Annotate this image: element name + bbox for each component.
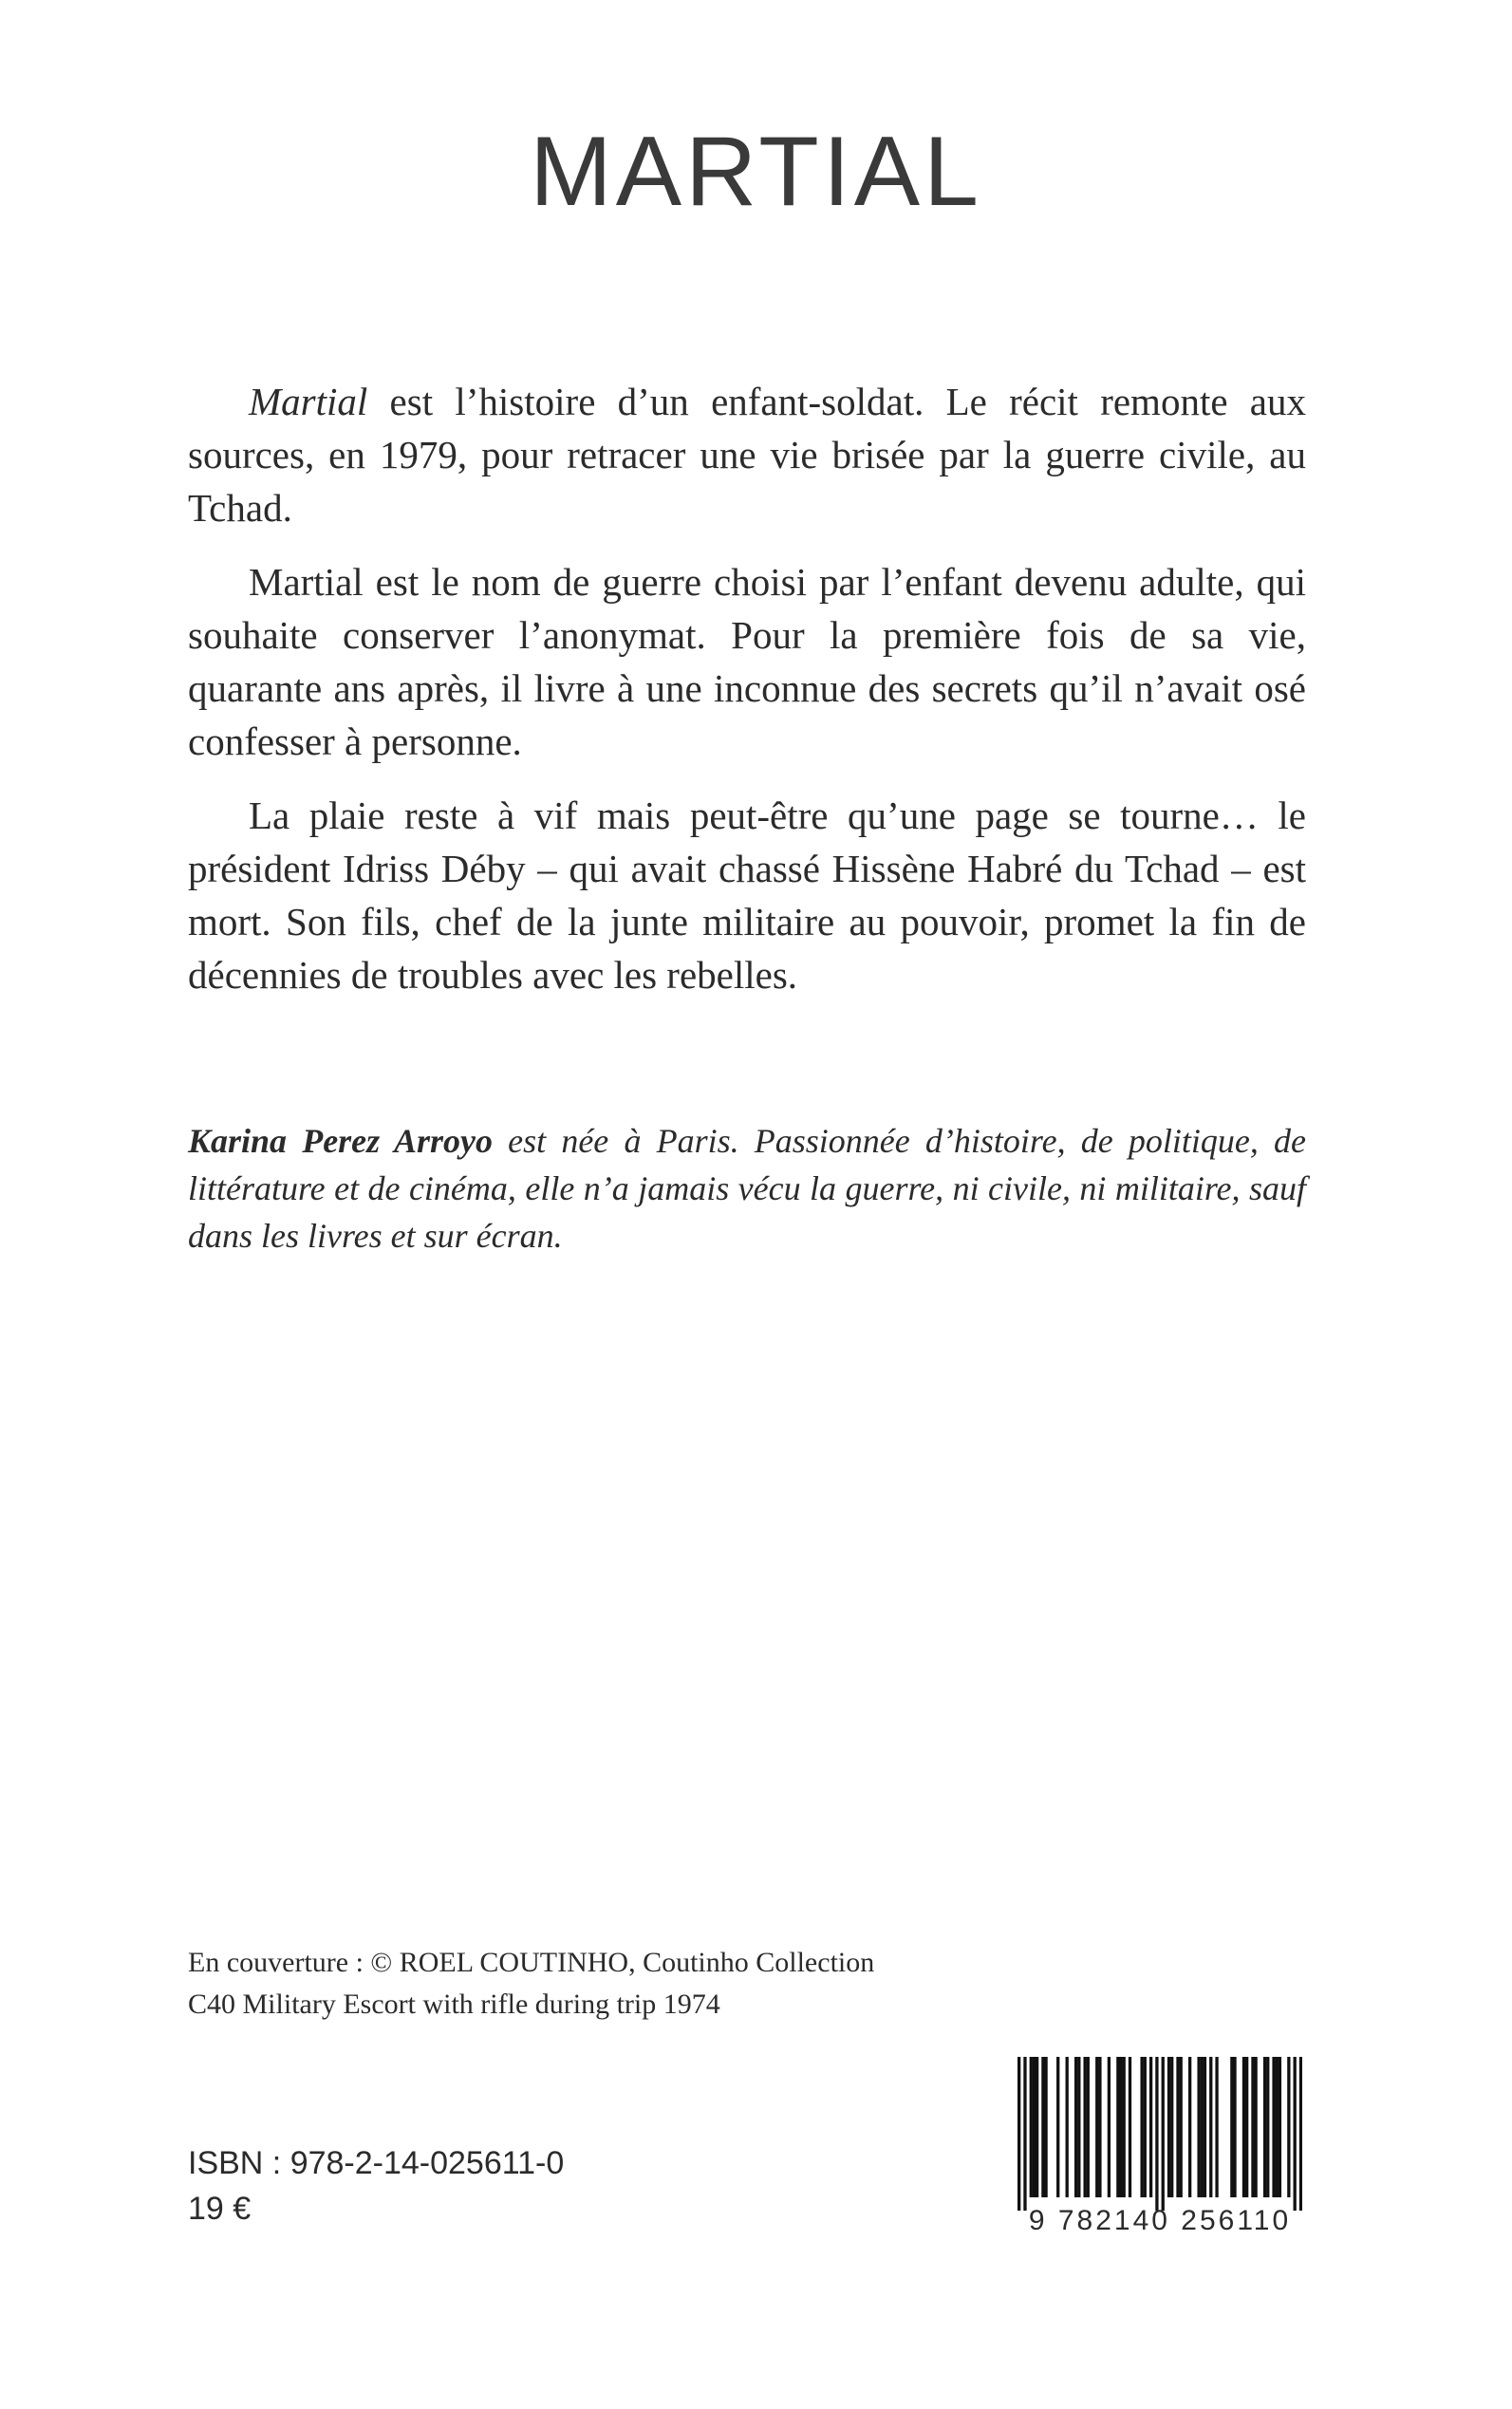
barcode <box>1017 2057 1302 2236</box>
barcode-bar <box>1230 2057 1233 2197</box>
isbn-number: ISBN : 978-2-14-025611-0 <box>188 2145 565 2181</box>
barcode-bar <box>1033 2057 1036 2197</box>
barcode-bar <box>1251 2057 1254 2197</box>
barcode-bar <box>1056 2057 1059 2197</box>
barcode-bar <box>1036 2057 1038 2197</box>
barcode-bar <box>1176 2057 1179 2197</box>
barcode-bar <box>1272 2057 1275 2197</box>
barcode-bar <box>1023 2057 1026 2211</box>
cover-credit-line-2: C40 Military Escort with rifle during trip 1974 <box>188 1989 720 2020</box>
barcode-bar <box>1119 2057 1122 2197</box>
barcode-bar <box>1266 2057 1269 2197</box>
barcode-bar <box>1116 2057 1119 2197</box>
barcode-bar <box>1276 2057 1279 2197</box>
barcode-bar <box>1108 2057 1111 2197</box>
barcode-bar <box>1077 2057 1080 2197</box>
blurb-paragraph-1 <box>188 375 1306 534</box>
barcode-bar <box>1098 2057 1101 2197</box>
book-title: MARTIAL <box>530 117 982 227</box>
barcode-bar <box>1294 2057 1297 2211</box>
barcode-bar <box>1123 2057 1126 2197</box>
barcode-bar <box>1155 2057 1158 2211</box>
cover-credit-line-1: En couverture : © ROEL COUTINHO, Coutinho Collection <box>188 1947 875 1978</box>
barcode-bar <box>1242 2057 1245 2197</box>
barcode-bar <box>1279 2057 1281 2197</box>
barcode-bar <box>1180 2057 1183 2197</box>
author-bio-text: est née à Paris. Passionnée d’histoire, de politique, de littérature et de cinéma, elle n’a jamais vécu la guerre, ni civile, ni militaire, sauf dans les livres et sur écran. <box>188 1122 1307 1255</box>
barcode-bar <box>1030 2057 1033 2197</box>
barcode-bar <box>1201 2057 1204 2197</box>
author-name: Karina Perez Arroyo <box>188 1122 494 1160</box>
barcode-bar <box>1245 2057 1248 2197</box>
barcode-bar <box>1204 2057 1206 2197</box>
barcode-bar <box>1263 2057 1266 2197</box>
cover-credit <box>188 1942 1042 2026</box>
barcode-bar <box>1144 2057 1147 2197</box>
author-bio <box>188 1117 1306 1260</box>
barcode-bar <box>1140 2057 1143 2197</box>
barcode-bar <box>1162 2057 1165 2211</box>
barcode-bar <box>1287 2057 1290 2197</box>
barcode-bar <box>1129 2057 1131 2197</box>
isbn-block <box>188 2140 564 2232</box>
blurb-paragraph-1-text: est l’histoire d’un enfant-soldat. Le récit remonte aux sources, en 1979, pour retracer une vie brisée par la guerre civile, au Tchad. <box>188 380 1306 530</box>
barcode-bar <box>1167 2057 1170 2197</box>
barcode-bar <box>1083 2057 1086 2197</box>
price: 19 € <box>188 2191 252 2227</box>
barcode-bar <box>1215 2057 1218 2197</box>
blurb-title-italic: Martial <box>249 380 368 423</box>
barcode-bar <box>1149 2057 1152 2197</box>
barcode-number: 9 782140 256110 <box>1028 2205 1292 2236</box>
blurb-paragraph-2: Martial est le nom de guerre choisi par l’enfant devenu adulte, qui souhaite conserver l’anonymat. Pour la première fois de sa vie, quarante ans après, il livre à une inconnue des secrets qu’il n’avait osé confesser à personne. <box>188 560 1306 763</box>
barcode-bar <box>1041 2057 1044 2197</box>
barcode-bar <box>1044 2057 1047 2197</box>
barcode-bar <box>1233 2057 1236 2197</box>
barcode-bar <box>1017 2057 1020 2211</box>
barcode-bar <box>1087 2057 1090 2197</box>
barcode-bars <box>1017 2057 1302 2211</box>
blurb-paragraph-3: La plaie reste à vif mais peut-être qu’une page se tourne… le président Idriss Déby – qui avait chassé Hissène Habré du Tchad – est mort. Son fils, chef de la junte militaire au pouvoir, promet la fin de décennies de troubles avec les rebelles. <box>188 794 1306 997</box>
barcode-bar <box>1074 2057 1077 2197</box>
barcode-bar <box>1299 2057 1302 2211</box>
back-cover-blurb <box>188 375 1306 1022</box>
barcode-bar <box>1188 2057 1191 2197</box>
barcode-bar <box>1095 2057 1098 2197</box>
barcode-bar <box>1254 2057 1257 2197</box>
barcode-bar <box>1170 2057 1173 2197</box>
barcode-bar <box>1209 2057 1212 2197</box>
barcode-bar <box>1197 2057 1200 2197</box>
barcode-bar <box>1066 2057 1069 2197</box>
